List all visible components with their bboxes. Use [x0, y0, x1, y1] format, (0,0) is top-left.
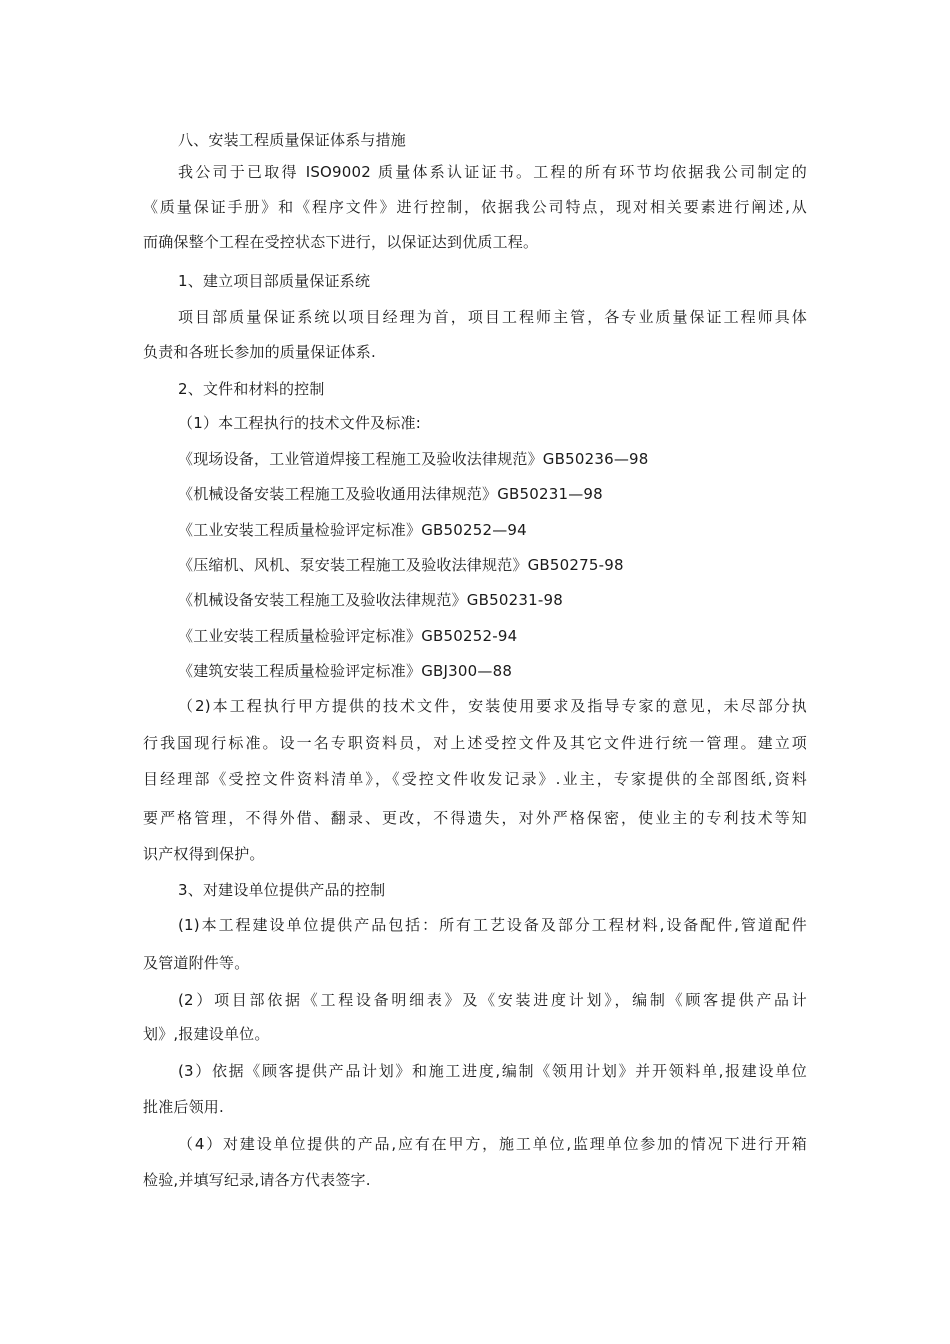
paragraph-line: 及管道附件等。 [143, 954, 250, 972]
standard-item: 《现场设备，工业管道焊接工程施工及验收法律规范》GB50236—98 [178, 450, 649, 468]
subsection-heading: 2、文件和材料的控制 [178, 380, 325, 398]
paragraph-line: 检验,并填写纪录,请各方代表签字. [143, 1171, 371, 1189]
standard-item: 《建筑安装工程质量检验评定标准》GBJ300—88 [178, 662, 513, 680]
paragraph-line: 划》,报建设单位。 [143, 1025, 270, 1043]
paragraph-line: (3）依据《顾客提供产品计划》和施工进度,编制《领用计划》并开领料单,报建设单位 [178, 1062, 807, 1080]
paragraph-line: (2）项目部依据《工程设备明细表》及《安装进度计划》，编制《顾客提供产品计 [178, 991, 807, 1009]
paragraph-line: 要严格管理，不得外借、翻录、更改，不得遗失，对外严格保密，使业主的专利技术等知 [143, 809, 807, 827]
paragraph-line: 目经理部《受控文件资料清单》，《受控文件收发记录》.业主，专家提供的全部图纸,资料 [143, 770, 807, 788]
list-heading: （1）本工程执行的技术文件及标准: [178, 414, 421, 432]
section-heading: 八、安装工程质量保证体系与措施 [178, 131, 407, 149]
paragraph-line: 行我国现行标准。设一名专职资料员，对上述受控文件及其它文件进行统一管理。建立项 [143, 734, 807, 752]
paragraph-line: （4）对建设单位提供的产品,应有在甲方，施工单位,监理单位参加的情况下进行开箱 [178, 1135, 807, 1153]
paragraph-line: 项目部质量保证系统以项目经理为首，项目工程师主管，各专业质量保证工程师具体 [178, 308, 807, 326]
paragraph-line: （2)本工程执行甲方提供的技术文件，安装使用要求及指导专家的意见，未尽部分执 [178, 697, 807, 715]
paragraph-line: 而确保整个工程在受控状态下进行，以保证达到优质工程。 [143, 233, 539, 251]
standard-item: 《机械设备安装工程施工及验收法律规范》GB50231-98 [178, 591, 563, 609]
standard-item: 《工业安装工程质量检验评定标准》GB50252-94 [178, 627, 518, 645]
standard-item: 《工业安装工程质量检验评定标准》GB50252—94 [178, 521, 527, 539]
subsection-heading: 1、建立项目部质量保证系统 [178, 272, 371, 290]
paragraph-line: 我公司于已取得 ISO9002 质量体系认证证书。工程的所有环节均依据我公司制定的 [178, 163, 807, 181]
paragraph-line: 《质量保证手册》和《程序文件》进行控制，依据我公司特点，现对相关要素进行阐述,从 [143, 198, 807, 216]
standard-item: 《压缩机、风机、泵安装工程施工及验收法律规范》GB50275-98 [178, 556, 624, 574]
subsection-heading: 3、对建设单位提供产品的控制 [178, 881, 386, 899]
paragraph-line: 识产权得到保护。 [143, 845, 265, 863]
paragraph-line: 负责和各班长参加的质量保证体系. [143, 343, 376, 361]
standard-item: 《机械设备安装工程施工及验收通用法律规范》GB50231—98 [178, 485, 603, 503]
paragraph-line: 批准后领用. [143, 1098, 224, 1116]
paragraph-line: (1)本工程建设单位提供产品包括：所有工艺设备及部分工程材料,设备配件,管道配件 [178, 916, 807, 934]
